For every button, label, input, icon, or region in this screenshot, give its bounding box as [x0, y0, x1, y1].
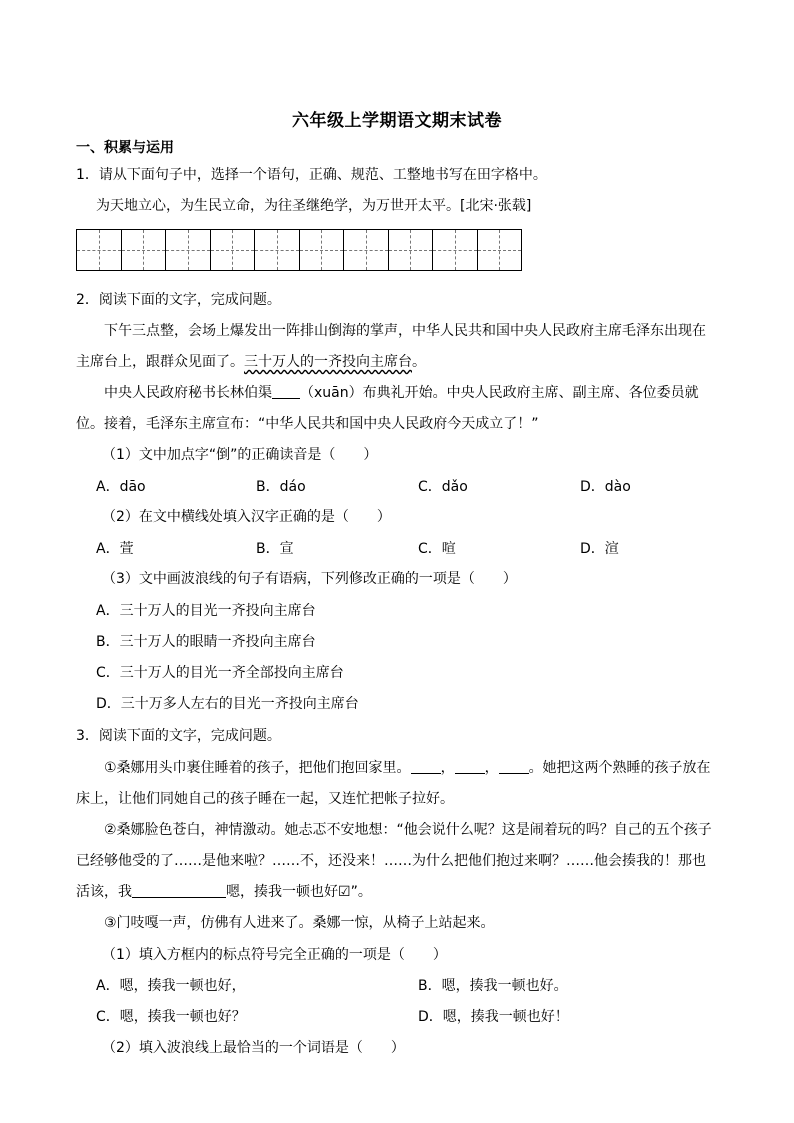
grid-cell[interactable]	[211, 230, 256, 270]
passage-text: 嗯，揍我一顿也好	[226, 884, 338, 900]
option-b[interactable]: B．宣	[256, 541, 294, 557]
question-3-stem: 3．阅读下面的文字，完成问题。	[76, 728, 281, 744]
option-a[interactable]: A．嗯，揍我一顿也好，	[96, 978, 246, 994]
passage-text: （xuān）布典礼开始。中央人民政府主席、副主席、各位委员就	[300, 385, 699, 401]
wavy-blank[interactable]	[132, 883, 226, 898]
wavy-sentence: 三十万人的一齐投向主席台	[244, 354, 412, 370]
option-b[interactable]: B．三十万人的眼睛一齐投向主席台	[96, 634, 316, 650]
option-c[interactable]: C．三十万人的目光一齐全部投向主席台	[96, 665, 344, 681]
passage-line: 床上，让他们同她自己的孩子睡在一起，又连忙把帐子拉好。	[76, 791, 454, 807]
fill-blank[interactable]	[455, 759, 485, 774]
question-1-stem: 1．请从下面句子中，选择一个语句，正确、规范、工整地书写在田字格中。	[76, 167, 547, 183]
passage-line	[104, 384, 699, 402]
sub-question: （2）填入波浪线上最恰当的一个词语是（ ）	[102, 1040, 405, 1056]
passage-line: ③门吱嘎一声，仿佛有人进来了。桑娜一惊，从椅子上站起来。	[104, 915, 495, 931]
question-1-quote: 为天地立心，为生民立命，为往圣继绝学，为万世开太平。[北宋·张载]	[96, 198, 532, 214]
option-d[interactable]: D．嗯，揍我一顿也好！	[418, 1009, 569, 1025]
passage-line	[76, 353, 426, 371]
grid-cell[interactable]	[344, 230, 389, 270]
grid-cell[interactable]	[255, 230, 300, 270]
passage-text: 主席台上，跟群众见面了。	[76, 354, 244, 370]
grid-cell[interactable]	[389, 230, 434, 270]
passage-line: 下午三点整，会场上爆发出一阵排山倒海的掌声，中华人民共和国中央人民政府主席毛泽东出现在	[104, 323, 706, 339]
sub-question: （2）在文中横线处填入汉字正确的是（ ）	[102, 509, 391, 525]
option-c[interactable]: C．喧	[418, 541, 456, 557]
option-c[interactable]: C．dǎo	[418, 479, 468, 495]
passage-text: 。她把这两个熟睡的孩子放在	[528, 760, 711, 776]
passage-text: ”。	[350, 884, 372, 900]
grid-cell[interactable]	[478, 230, 522, 270]
option-d[interactable]: D．dào	[580, 479, 631, 495]
option-b[interactable]: B．嗯，揍我一顿也好。	[418, 978, 568, 994]
option-b[interactable]: B．dáo	[256, 479, 306, 495]
sub-question: （1）填入方框内的标点符号完全正确的一项是（ ）	[102, 947, 447, 963]
passage-text: 中央人民政府秘书长林伯渠	[104, 385, 272, 401]
question-2-stem: 2．阅读下面的文字，完成问题。	[76, 292, 281, 308]
writing-grid[interactable]	[76, 229, 522, 271]
passage-line: 已经够他受的了……是他来啦？……不，还没来！……为什么把他们抱过来啊？……他会揍我的！那也	[76, 853, 706, 869]
fill-blank[interactable]	[499, 759, 529, 774]
passage-text: ①桑娜用头巾裹住睡着的孩子，把他们抱回家里。	[104, 760, 411, 776]
passage-line	[76, 883, 372, 901]
grid-cell[interactable]	[122, 230, 167, 270]
passage-line: ②桑娜脸色苍白，神情激动。她忐忑不安地想：“他会说什么呢？这是闹着玩的吗？自己的五个孩子	[104, 822, 712, 838]
passage-line: 位。接着，毛泽东主席宣布：“中华人民共和国中央人民政府今天成立了！”	[76, 416, 539, 432]
fill-blank[interactable]	[272, 384, 300, 399]
passage-text: 活该，我	[76, 884, 132, 900]
option-a[interactable]: A．dāo	[96, 479, 146, 495]
option-a[interactable]: A．三十万人的目光一齐投向主席台	[96, 603, 316, 619]
page-title: 六年级上学期语文期末试卷	[292, 111, 502, 131]
fill-blank[interactable]	[411, 759, 441, 774]
option-c[interactable]: C．嗯，揍我一顿也好？	[96, 1009, 246, 1025]
option-a[interactable]: A．萱	[96, 541, 134, 557]
grid-cell[interactable]	[166, 230, 211, 270]
answer-box-icon[interactable]: ☑	[338, 884, 351, 900]
option-d[interactable]: D．三十万多人左右的目光一齐投向主席台	[96, 696, 359, 712]
sub-question: （1）文中加点字“倒”的正确读音是（ ）	[102, 447, 378, 463]
passage-line: ①桑娜用头巾裹住睡着的孩子，把他们抱回家里。 ， ， 。她把这两个熟睡的孩子放在	[104, 760, 711, 776]
passage-text: 。	[412, 354, 426, 370]
section-heading: 一、积累与运用	[76, 140, 174, 156]
grid-cell[interactable]	[300, 230, 345, 270]
grid-cell[interactable]	[433, 230, 478, 270]
grid-cell[interactable]	[77, 230, 122, 270]
sub-question: （3）文中画波浪线的句子有语病，下列修改正确的一项是（ ）	[102, 571, 517, 587]
option-d[interactable]: D．渲	[580, 541, 619, 557]
